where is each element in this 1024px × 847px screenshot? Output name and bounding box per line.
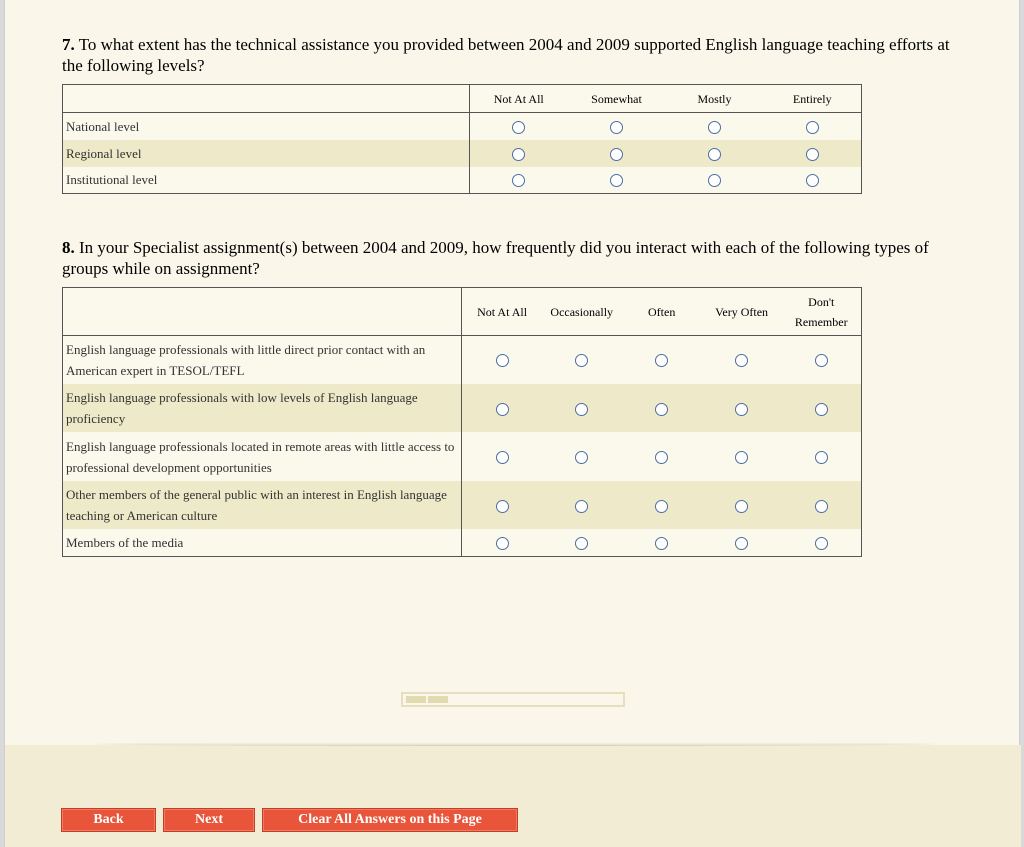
progress-bar [401,692,625,707]
radio-button[interactable] [512,121,525,134]
row-label: National level [63,113,470,140]
table-row [63,529,862,556]
radio-button[interactable] [806,148,819,161]
question-8-title [62,237,972,279]
column-header: Occasionally [542,288,622,336]
radio-button[interactable] [655,537,668,550]
column-header: Don't Remember [782,288,862,336]
question-8-number: 8. [62,238,75,257]
radio-button[interactable] [708,121,721,134]
row-label: Regional level [63,140,470,167]
radio-button[interactable] [815,403,828,416]
row-label: English language professionals with little direct prior contact with an American expert in TESOL/TEFL [63,336,462,384]
radio-button[interactable] [610,121,623,134]
radio-button[interactable] [708,148,721,161]
radio-button[interactable] [496,500,509,513]
radio-button[interactable] [575,403,588,416]
column-header: Entirely [764,85,862,113]
radio-button[interactable] [815,500,828,513]
radio-button[interactable] [735,500,748,513]
column-header: Mostly [666,85,764,113]
radio-button[interactable] [806,121,819,134]
radio-button[interactable] [496,354,509,367]
radio-button[interactable] [735,451,748,464]
survey-page [4,0,1020,847]
question-7-grid [62,84,862,194]
radio-button[interactable] [496,403,509,416]
column-header: Somewhat [568,85,666,113]
radio-button[interactable] [512,148,525,161]
radio-button[interactable] [815,451,828,464]
radio-button[interactable] [655,403,668,416]
row-label: English language professionals with low levels of English language proficiency [63,384,462,432]
column-header: Not At All [470,85,568,113]
table-row [63,481,862,529]
row-label: Members of the media [63,529,462,556]
radio-button[interactable] [735,354,748,367]
question-8-grid [62,287,862,557]
next-button[interactable]: Next [163,808,255,832]
radio-button[interactable] [610,148,623,161]
question-7-text: To what extent has the technical assistance you provided between 2004 and 2009 supported English language teaching efforts at the following levels? [62,35,950,75]
radio-button[interactable] [575,500,588,513]
radio-button[interactable] [815,354,828,367]
table-row [63,384,862,432]
table-row [63,167,862,194]
row-label: Other members of the general public with an interest in English language teaching or American culture [63,481,462,529]
column-header: Not At All [462,288,542,336]
radio-button[interactable] [575,354,588,367]
radio-button[interactable] [496,451,509,464]
progress-segment [428,696,448,703]
clear-answers-button[interactable]: Clear All Answers on this Page [262,808,518,832]
radio-button[interactable] [655,500,668,513]
radio-button[interactable] [655,451,668,464]
radio-button[interactable] [806,174,819,187]
radio-button[interactable] [496,537,509,550]
radio-button[interactable] [512,174,525,187]
row-label: English language professionals located in remote areas with little access to professional development opportunities [63,432,462,480]
table-row [63,432,862,480]
table-row [63,113,862,140]
grid-corner [63,288,462,336]
back-button[interactable]: Back [61,808,156,832]
radio-button[interactable] [735,537,748,550]
table-row [63,336,862,384]
column-header: Very Often [702,288,782,336]
radio-button[interactable] [610,174,623,187]
question-8-text: In your Specialist assignment(s) between 2004 and 2009, how frequently did you interact with each of the following types of groups while on assignment? [62,238,929,278]
column-header: Often [622,288,702,336]
progress-segment [406,696,426,703]
table-row [63,140,862,167]
radio-button[interactable] [708,174,721,187]
grid-corner [63,85,470,113]
radio-button[interactable] [655,354,668,367]
footer-bar [5,745,1021,847]
row-label: Institutional level [63,167,470,194]
radio-button[interactable] [575,451,588,464]
question-7-number: 7. [62,35,75,54]
radio-button[interactable] [575,537,588,550]
radio-button[interactable] [735,403,748,416]
question-7-title [62,34,972,76]
radio-button[interactable] [815,537,828,550]
